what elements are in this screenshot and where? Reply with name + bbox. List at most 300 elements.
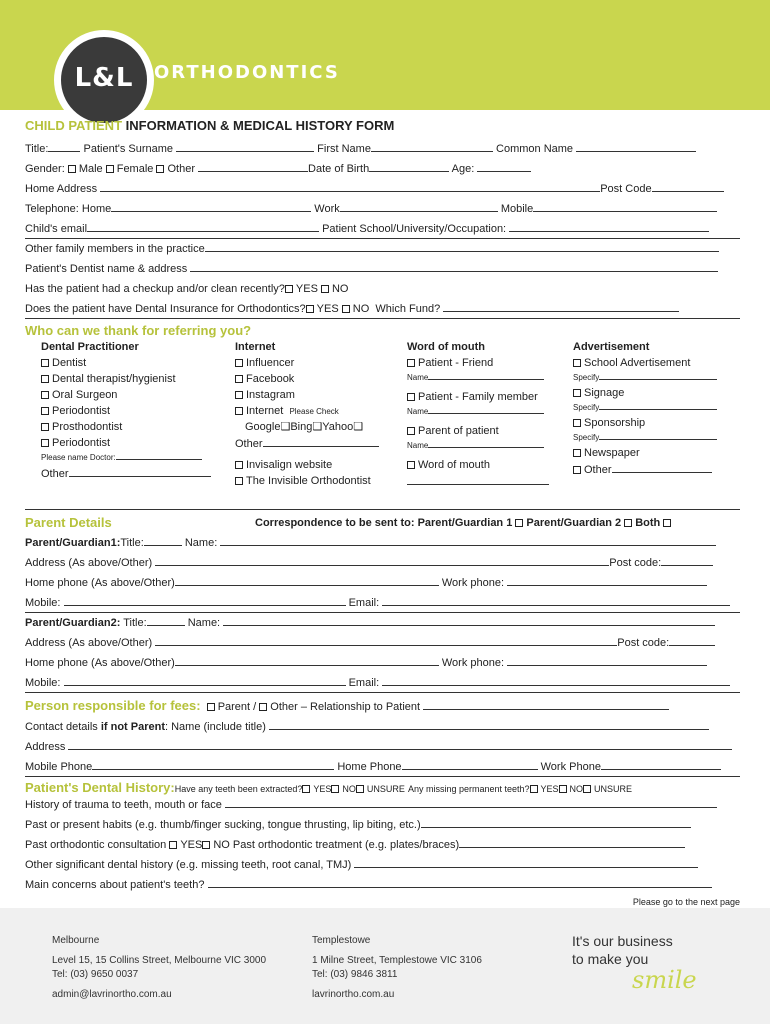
pg2-address-row (25, 633, 740, 653)
friend-name-field[interactable] (428, 371, 544, 380)
email-field[interactable] (87, 220, 319, 232)
pg2-checkbox[interactable] (624, 519, 632, 527)
habits-label: Past or present habits (e.g. thumb/finger sucking, tongue thrusting, lip biting, etc.) (25, 819, 421, 831)
fees-other-checkbox[interactable] (259, 703, 267, 711)
fees-other-label: Other – Relationship to Patient (270, 701, 421, 713)
work-phone-field[interactable] (340, 200, 498, 212)
form-title (25, 118, 740, 133)
signage-checkbox[interactable] (573, 389, 581, 397)
significant-field[interactable] (354, 856, 698, 868)
school-specify-row (573, 371, 717, 385)
school-ad-checkbox[interactable] (573, 359, 581, 367)
internet-column (235, 341, 379, 489)
dental-item[interactable] (41, 403, 211, 419)
sponsorship-specify-row (573, 431, 717, 445)
consult-yes-label: YES (180, 839, 203, 851)
fees-mobile-label: Mobile Phone (25, 761, 93, 773)
age-field[interactable] (477, 160, 531, 172)
fees-home-label: Home Phone (337, 761, 402, 773)
word-field-row (407, 473, 549, 489)
treatment-field[interactable] (459, 836, 685, 848)
male-label: Male (78, 163, 103, 175)
concerns-label: Main concerns about patient's teeth? (25, 879, 205, 891)
dental-other-label: Other (41, 468, 69, 480)
correspondence-label: Correspondence to be sent to: Parent/Guardian 1 (255, 517, 513, 529)
tagline-line2: to make you (572, 951, 649, 967)
extracted-yes-label: YES (313, 784, 332, 794)
insurance-yes-label: YES (316, 303, 339, 315)
dental-other-row (41, 465, 211, 481)
parent-name-field[interactable] (428, 439, 544, 448)
internet-head: Internet (235, 341, 276, 353)
home-address-field[interactable] (100, 180, 600, 192)
significant-row (25, 855, 740, 875)
fund-label: Which Fund? (375, 303, 441, 315)
extracted-unsure-label: UNSURE (366, 784, 405, 794)
please-check-label: Please Check (289, 407, 339, 416)
extracted-yes-checkbox[interactable] (302, 785, 310, 793)
word-label: Word of mouth (418, 459, 490, 471)
advert-head: Advertisement (573, 341, 650, 353)
internet-item[interactable] (235, 387, 379, 403)
pg2-name-label: Name: (187, 617, 221, 629)
telephone-row (25, 199, 740, 219)
parent-checkbox[interactable] (407, 427, 415, 435)
pg1-address-field[interactable] (155, 554, 609, 566)
checkup-no-checkbox[interactable] (321, 285, 329, 293)
other-gender-field[interactable] (198, 160, 308, 172)
missing-unsure-checkbox[interactable] (583, 785, 591, 793)
dental-item-label: Periodontist (52, 437, 111, 449)
fees-title: Person responsible for fees: (25, 698, 201, 713)
family-name-row (407, 405, 549, 419)
relationship-field[interactable] (423, 698, 669, 710)
common-name-label: Common Name (496, 143, 574, 155)
search-engines-row[interactable] (235, 419, 379, 435)
work-label: Work (314, 203, 340, 215)
age-label: Age: (451, 163, 475, 175)
pg1-name-field[interactable] (220, 534, 716, 546)
fees-parent-label: Parent / (217, 701, 257, 713)
referral-heading (25, 319, 740, 341)
other-gender-label: Other (167, 163, 195, 175)
melbourne-address (52, 934, 266, 1002)
school-specify-label: Specify (573, 373, 600, 382)
signage-specify-label: Specify (573, 403, 600, 412)
missing-unsure-label: UNSURE (594, 784, 633, 794)
internet-item[interactable] (235, 371, 379, 387)
footer (0, 908, 770, 1024)
dob-field[interactable] (369, 160, 449, 172)
contact-bold: if not Parent (100, 721, 165, 733)
insurance-no-checkbox[interactable] (342, 305, 350, 313)
templestowe-street: 1 Milne Street, Templestowe VIC 3106 (312, 955, 482, 966)
melbourne-tel: Tel: (03) 9650 0037 (52, 969, 139, 980)
pg1-post-label: Post code: (609, 557, 662, 569)
templestowe-city: Templestowe (312, 935, 371, 946)
fees-heading-row (25, 693, 740, 717)
internet-item-label: Instagram (246, 389, 295, 401)
pg2-title-field[interactable] (147, 614, 185, 626)
pg2-label-bold: Parent/Guardian2: (25, 617, 121, 629)
word-column (407, 341, 549, 489)
male-checkbox[interactable] (68, 165, 76, 173)
invisible-label: The Invisible Orthodontist (246, 475, 371, 487)
parent-heading-row (25, 509, 740, 533)
newspaper-checkbox[interactable] (573, 449, 581, 457)
pg1-checkbox[interactable] (515, 519, 523, 527)
header-banner (0, 0, 770, 110)
fees-work-field[interactable] (601, 758, 721, 770)
dentist-field[interactable] (190, 260, 718, 272)
missing-no-checkbox[interactable] (559, 785, 567, 793)
pg1-title-label: Title: (120, 537, 144, 549)
fund-field[interactable] (443, 300, 679, 312)
gender-label: Gender: (25, 163, 65, 175)
missing-no-label: NO (569, 784, 584, 794)
telephone-label: Telephone: Home (25, 203, 112, 215)
pg1-label: Parent/Guardian1: (25, 537, 121, 549)
school-field[interactable] (509, 220, 709, 232)
dentist-row (25, 259, 740, 279)
female-label: Female (116, 163, 154, 175)
correspondence-row (255, 510, 674, 533)
newspaper-label: Newspaper (584, 447, 640, 459)
pg2-label: Parent/Guardian 2 (526, 517, 622, 529)
brand-name: ORTHODONTICS (154, 62, 340, 83)
school-specify-field[interactable] (599, 371, 717, 380)
first-name-field[interactable] (371, 140, 493, 152)
pg2-mobile-label: Mobile: (25, 677, 61, 689)
pg1-mobile-row (25, 593, 740, 613)
friend-name-row (407, 371, 549, 385)
advert-other-checkbox[interactable] (573, 466, 581, 474)
trauma-field[interactable] (225, 796, 717, 808)
contact-suffix: : Name (include title) (165, 721, 266, 733)
consult-yes-checkbox[interactable] (169, 841, 177, 849)
first-name-label: First Name (317, 143, 371, 155)
family-checkbox[interactable] (407, 393, 415, 401)
dental-checkbox[interactable] (41, 391, 49, 399)
pg2-name-field[interactable] (223, 614, 715, 626)
mobile-field[interactable] (533, 200, 717, 212)
treatment-label: Past orthodontic treatment (e.g. plates/braces) (232, 839, 460, 851)
friend-label: Patient - Friend (418, 357, 494, 369)
pg2-post-label: Post code: (617, 637, 670, 649)
extracted-question: Have any teeth been extracted? (174, 784, 303, 794)
invisalign-checkbox[interactable] (235, 461, 243, 469)
dental-item[interactable] (41, 419, 211, 435)
dental-column (41, 341, 211, 481)
both-label: Both (635, 517, 661, 529)
checkup-yes-label: YES (295, 283, 318, 295)
fees-address-field[interactable] (68, 738, 732, 750)
concerns-row (25, 875, 740, 895)
fees-address-label: Address (25, 741, 66, 753)
missing-yes-checkbox[interactable] (530, 785, 538, 793)
dental-checkbox[interactable] (41, 359, 49, 367)
family-member-label: Patient - Family member (418, 391, 538, 403)
next-page-row (25, 895, 740, 909)
signage-label: Signage (584, 387, 625, 399)
parent-name-label: Name (407, 441, 429, 450)
trauma-label: History of trauma to teeth, mouth or face (25, 799, 222, 811)
checkup-row (25, 279, 740, 299)
logo (54, 30, 154, 130)
home-phone-field[interactable] (111, 200, 311, 212)
pg2-home-phone-label: Home phone (As above/Other) (25, 657, 175, 669)
pg1-address-label: Address (As above/Other) (25, 557, 153, 569)
internet-checkbox[interactable] (235, 407, 243, 415)
pg1-home-phone-field[interactable] (175, 574, 439, 586)
dental-item[interactable] (41, 355, 211, 371)
doctor-field[interactable] (116, 451, 202, 460)
family-field[interactable] (205, 240, 719, 252)
pg1-work-phone-field[interactable] (507, 574, 707, 586)
word-head: Word of mouth (407, 341, 485, 353)
family-item[interactable] (407, 389, 549, 405)
pg1-name-label: Name: (184, 537, 218, 549)
missing-question: Any missing permanent teeth? (407, 784, 530, 794)
internet-other-field[interactable] (263, 435, 379, 447)
advert-column (573, 341, 717, 477)
post-code-field[interactable] (652, 180, 724, 192)
significant-label: Other significant dental history (e.g. missing teeth, root canal, TMJ) (25, 859, 352, 871)
melbourne-city: Melbourne (52, 935, 100, 946)
consult-row (25, 835, 740, 855)
checkup-question: Has the patient had a checkup and/or clean recently? (25, 283, 285, 295)
checkup-no-label: NO (331, 283, 349, 295)
habits-row (25, 815, 740, 835)
fees-phone-row (25, 757, 740, 777)
pg1-name-row (25, 533, 740, 553)
contact-prefix: Contact details (25, 721, 98, 733)
pg1-email-label: Email: (348, 597, 380, 609)
pg2-address-label: Address (As above/Other) (25, 637, 153, 649)
fees-parent-checkbox[interactable] (207, 703, 215, 711)
pg1-address-row (25, 553, 740, 573)
pg2-title-label: Title: (123, 617, 147, 629)
tagline-line1: It's our business (572, 933, 673, 949)
surname-field[interactable] (176, 140, 314, 152)
school-label: Patient School/University/Occupation: (322, 223, 507, 235)
internet-item-label: Internet (246, 405, 284, 417)
dental-item[interactable] (41, 435, 211, 451)
pg2-work-phone-label: Work phone: (441, 657, 505, 669)
internet-item[interactable] (235, 403, 379, 419)
extracted-unsure-checkbox[interactable] (356, 785, 364, 793)
internet-checkbox[interactable] (235, 375, 243, 383)
female-checkbox[interactable] (106, 165, 114, 173)
signage-specify-field[interactable] (599, 401, 717, 410)
doctor-label: Please name Doctor: (41, 453, 116, 462)
sponsorship-specify-field[interactable] (599, 431, 717, 440)
dental-checkbox[interactable] (41, 423, 49, 431)
common-name-field[interactable] (576, 140, 696, 152)
pg1-post-field[interactable] (661, 554, 713, 566)
melbourne-email[interactable]: admin@lavrinortho.com.au (52, 989, 172, 1000)
habits-field[interactable] (421, 816, 691, 828)
pg2-home-phone-field[interactable] (175, 654, 439, 666)
templestowe-tel: Tel: (03) 9846 3811 (312, 969, 398, 980)
gender-row (25, 159, 740, 179)
signage-specify-row (573, 401, 717, 415)
both-checkbox[interactable] (663, 519, 671, 527)
family-name-field[interactable] (428, 405, 544, 414)
missing-yes-label: YES (540, 784, 559, 794)
doctor-row (41, 451, 211, 465)
pg2-mobile-row (25, 673, 740, 693)
concerns-field[interactable] (208, 876, 712, 888)
extracted-no-checkbox[interactable] (331, 785, 339, 793)
dental-checkbox[interactable] (41, 407, 49, 415)
consult-no-label: NO (213, 839, 230, 851)
checkup-yes-checkbox[interactable] (285, 285, 293, 293)
templestowe-address (312, 934, 482, 1002)
dental-checkbox[interactable] (41, 375, 49, 383)
email-row (25, 219, 740, 239)
other-gender-checkbox[interactable] (156, 165, 164, 173)
internet-other-label: Other (235, 438, 263, 450)
pg2-phone-row (25, 653, 740, 673)
sponsorship-label: Sponsorship (584, 417, 646, 429)
insurance-yes-checkbox[interactable] (306, 305, 314, 313)
home-address-label: Home Address (25, 183, 98, 195)
newspaper-item[interactable] (573, 445, 717, 461)
parent-title: Parent Details (25, 515, 112, 530)
pg1-work-phone-label: Work phone: (441, 577, 505, 589)
dental-checkbox[interactable] (41, 439, 49, 447)
dental-other-field[interactable] (69, 465, 211, 477)
pg2-email-label: Email: (348, 677, 380, 689)
signage-item[interactable] (573, 385, 717, 401)
internet-item[interactable] (235, 355, 379, 371)
pg1-home-phone-label: Home phone (As above/Other) (25, 577, 175, 589)
word-checkbox[interactable] (407, 461, 415, 469)
pg2-name-row (25, 613, 740, 633)
sponsorship-specify-label: Specify (573, 433, 600, 442)
insurance-no-label: NO (352, 303, 370, 315)
pg2-work-phone-field[interactable] (507, 654, 707, 666)
fees-mobile-field[interactable] (92, 758, 334, 770)
pg1-email-field[interactable] (382, 594, 730, 606)
dental-item-label: Periodontist (52, 405, 111, 417)
pg1-mobile-field[interactable] (64, 594, 346, 606)
insurance-row (25, 299, 740, 319)
logo-text: L&L (74, 63, 134, 93)
dental-item[interactable] (41, 371, 211, 387)
friend-checkbox[interactable] (407, 359, 415, 367)
invisible-item[interactable] (235, 473, 379, 489)
parent-name-row (407, 439, 549, 453)
pg2-email-field[interactable] (382, 674, 730, 686)
search-engines-label: Google❑Bing❑Yahoo❑ (245, 421, 364, 433)
pg1-title-field[interactable] (144, 534, 182, 546)
trauma-row (25, 795, 740, 815)
pg1-phone-row (25, 573, 740, 593)
internet-item-label: Influencer (246, 357, 295, 369)
extracted-no-label: NO (342, 784, 356, 794)
insurance-question: Does the patient have Dental Insurance for Orthodontics? (25, 303, 306, 315)
post-code-label: Post Code (600, 183, 652, 195)
invisalign-label: Invisalign website (246, 459, 333, 471)
pg2-post-field[interactable] (669, 634, 715, 646)
title-rest: INFORMATION & MEDICAL HISTORY FORM (125, 118, 395, 133)
referral-title: Who can we thank for referring you? (25, 323, 252, 338)
history-heading-row (25, 777, 740, 795)
contact-row (25, 717, 740, 737)
word-item[interactable] (407, 457, 549, 473)
invisible-checkbox[interactable] (235, 477, 243, 485)
internet-checkbox[interactable] (235, 391, 243, 399)
referral-grid (25, 341, 740, 509)
parent-item[interactable] (407, 423, 549, 439)
address-row (25, 179, 740, 199)
mobile-label: Mobile (500, 203, 534, 215)
school-ad-label: School Advertisement (584, 357, 691, 369)
title-field[interactable] (48, 140, 80, 152)
invisalign-item[interactable] (235, 457, 379, 473)
friend-name-label: Name (407, 373, 429, 382)
pg2-address-field[interactable] (155, 634, 617, 646)
advert-other-item[interactable] (573, 461, 717, 477)
name-row (25, 139, 740, 159)
history-title: Patient's Dental History: (25, 780, 175, 795)
advert-other-field[interactable] (612, 461, 712, 473)
dental-item[interactable] (41, 387, 211, 403)
title-accent: CHILD PATIENT (25, 118, 123, 133)
dental-head: Dental Practitioner (41, 341, 139, 353)
contact-name-field[interactable] (269, 718, 709, 730)
website-link[interactable]: lavrinortho.com.au (312, 989, 395, 1000)
word-field[interactable] (407, 473, 549, 485)
fees-work-label: Work Phone (540, 761, 601, 773)
form (25, 118, 740, 909)
tagline (572, 932, 673, 968)
parent-of-patient-label: Parent of patient (418, 425, 499, 437)
internet-other-row (235, 435, 379, 451)
title-label: Title: (25, 143, 49, 155)
sponsorship-item[interactable] (573, 415, 717, 431)
consult-no-checkbox[interactable] (202, 841, 210, 849)
school-ad-item[interactable] (573, 355, 717, 371)
friend-item[interactable] (407, 355, 549, 371)
dental-item-label: Oral Surgeon (52, 389, 118, 401)
email-label: Child's email (25, 223, 88, 235)
dentist-label: Patient's Dentist name & address (25, 263, 188, 275)
dob-label: Date of Birth (308, 163, 370, 175)
advert-other-label: Other (584, 464, 612, 476)
dental-item-label: Dental therapist/hygienist (52, 373, 176, 385)
pg1-mobile-label: Mobile: (25, 597, 61, 609)
smile-script: smile (632, 966, 697, 994)
family-name-label: Name (407, 407, 429, 416)
sponsorship-checkbox[interactable] (573, 419, 581, 427)
internet-item-label: Facebook (246, 373, 295, 385)
fees-address-row (25, 737, 740, 757)
consult-label: Past orthodontic consultation (25, 839, 167, 851)
dental-item-label: Prosthodontist (52, 421, 123, 433)
internet-checkbox[interactable] (235, 359, 243, 367)
pg2-mobile-field[interactable] (64, 674, 346, 686)
fees-home-field[interactable] (402, 758, 538, 770)
melbourne-street: Level 15, 15 Collins Street, Melbourne VIC 3000 (52, 955, 267, 966)
surname-label: Patient's Surname (83, 143, 174, 155)
dental-item-label: Dentist (52, 357, 87, 369)
family-label: Other family members in the practice (25, 243, 205, 255)
family-row (25, 239, 740, 259)
next-page-note: Please go to the next page (632, 897, 740, 907)
